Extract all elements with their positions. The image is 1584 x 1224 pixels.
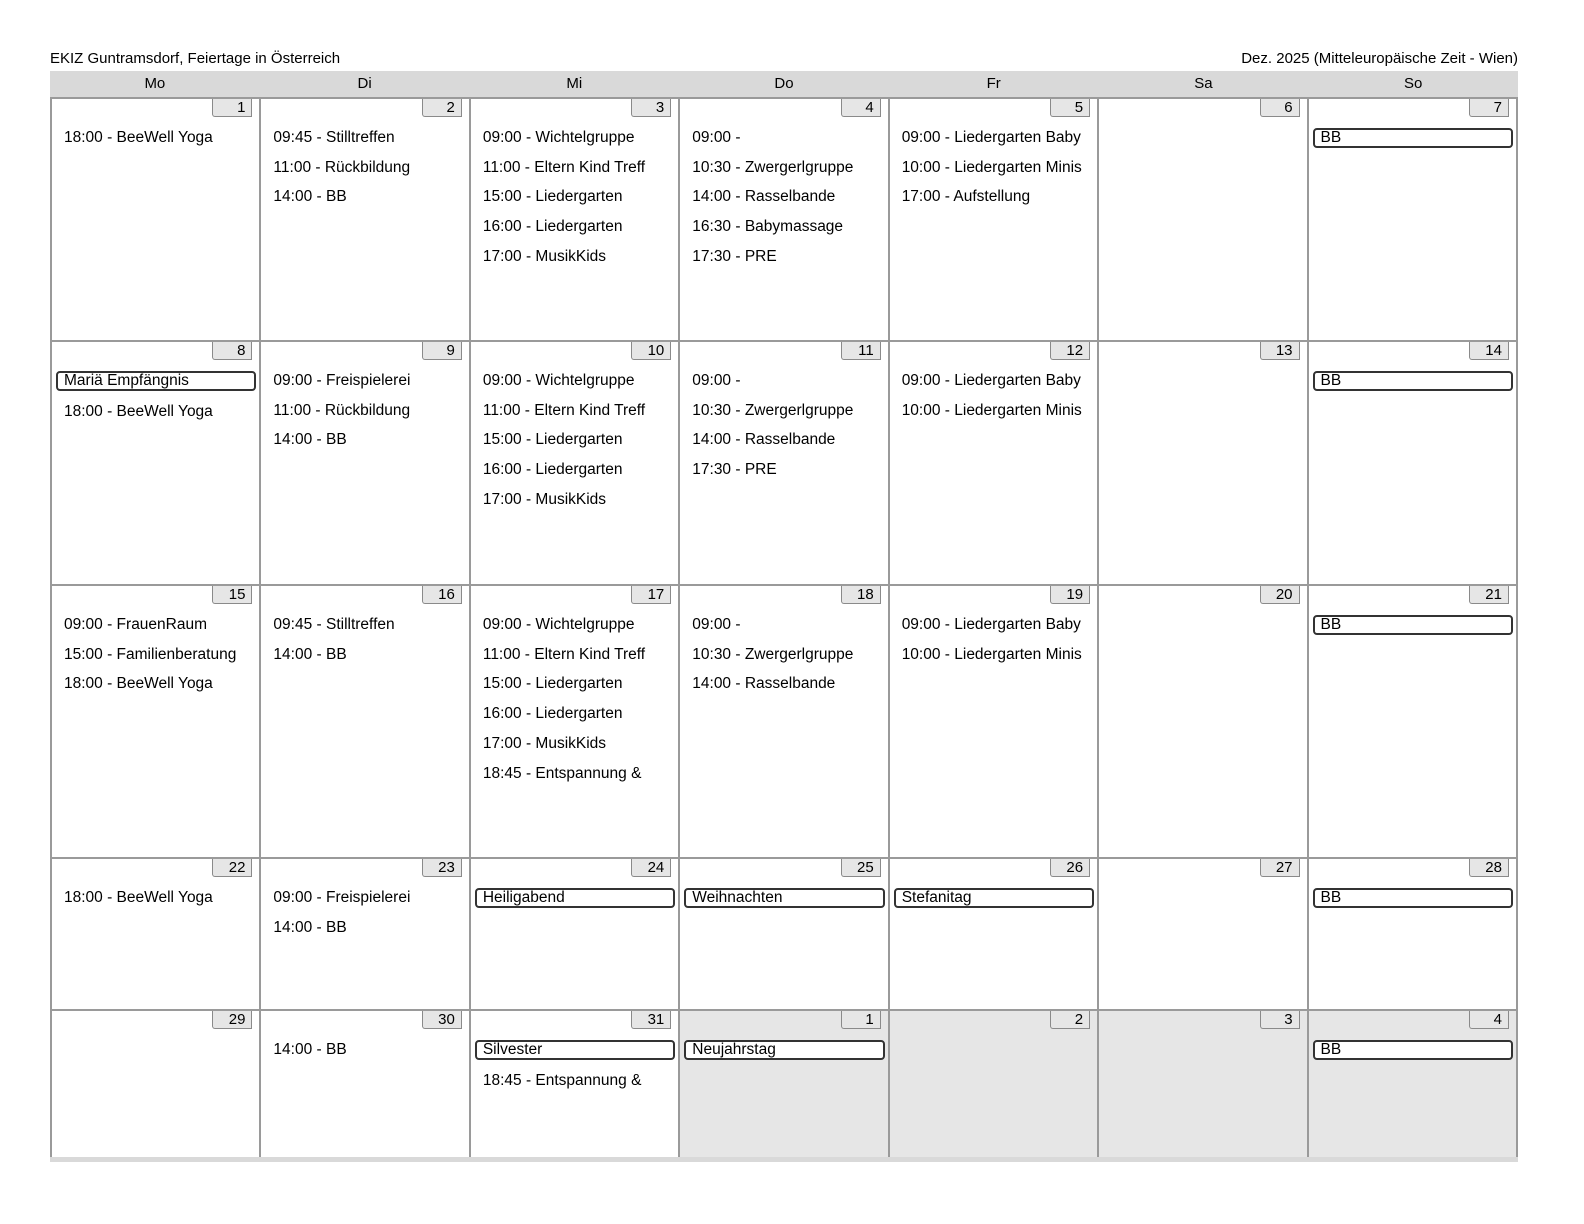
- all-day-event[interactable]: Mariä Empfängnis: [56, 371, 256, 391]
- day-number[interactable]: 11: [841, 342, 881, 360]
- day-number[interactable]: 23: [422, 859, 462, 877]
- day-number[interactable]: 26: [1050, 859, 1090, 877]
- timed-event[interactable]: 09:00 - Liedergarten Baby: [901, 129, 1081, 146]
- timed-event[interactable]: 15:00 - Liedergarten: [482, 188, 623, 206]
- event-list: [680, 366, 887, 485]
- timed-event[interactable]: 15:00 - Liedergarten: [482, 675, 623, 693]
- day-number[interactable]: 28: [1469, 859, 1509, 877]
- timed-event[interactable]: 09:00 -: [692, 372, 741, 389]
- timed-event[interactable]: 10:30 - Zwergerlgruppe: [692, 158, 854, 176]
- grid-bottom-bar: [50, 1157, 1518, 1162]
- day-cell[interactable]: [1097, 584, 1306, 857]
- timed-event[interactable]: 16:00 - Liedergarten: [482, 705, 623, 723]
- day-number[interactable]: 7: [1469, 99, 1509, 117]
- day-cell[interactable]: [469, 97, 678, 340]
- day-cell[interactable]: [888, 340, 1097, 584]
- all-day-event[interactable]: BB: [1313, 1040, 1513, 1060]
- timed-event[interactable]: 17:30 - PRE: [692, 247, 777, 265]
- day-cell[interactable]: [50, 857, 259, 1009]
- day-cell[interactable]: [1307, 97, 1518, 340]
- day-number[interactable]: 21: [1469, 586, 1509, 604]
- day-cell[interactable]: [1097, 857, 1306, 1009]
- week-row: [50, 857, 1518, 1009]
- timed-event[interactable]: 18:45 - Entspannung &: [482, 764, 642, 782]
- timed-event[interactable]: 11:00 - Eltern Kind Treff: [482, 158, 646, 176]
- day-number[interactable]: 4: [1469, 1011, 1509, 1029]
- timed-event[interactable]: 11:00 - Rückbildung: [273, 401, 411, 419]
- timed-event[interactable]: 11:00 - Eltern Kind Treff: [482, 645, 646, 663]
- day-cell[interactable]: [469, 1009, 678, 1161]
- event-list: [680, 883, 887, 914]
- day-number[interactable]: 30: [422, 1011, 462, 1029]
- day-cell[interactable]: [469, 584, 678, 857]
- day-cell[interactable]: [1307, 340, 1518, 584]
- all-day-event[interactable]: Silvester: [475, 1040, 675, 1060]
- timed-event[interactable]: 14:00 - Rasselbande: [692, 431, 836, 449]
- event-list: [890, 610, 1097, 669]
- day-cell[interactable]: [259, 584, 468, 857]
- event-list: [261, 1035, 468, 1065]
- day-number[interactable]: 5: [1050, 99, 1090, 117]
- event-list: [471, 123, 678, 272]
- timed-event[interactable]: 09:00 - FrauenRaum: [64, 616, 208, 633]
- timed-event[interactable]: 14:00 - BB: [273, 645, 347, 663]
- day-number[interactable]: 1: [212, 99, 252, 117]
- day-cell[interactable]: [50, 97, 259, 340]
- day-number[interactable]: 27: [1260, 859, 1300, 877]
- timed-event[interactable]: 15:00 - Familienberatung: [64, 645, 237, 663]
- month-grid: [50, 97, 1518, 1161]
- timed-event[interactable]: 14:00 - Rasselbande: [692, 675, 836, 693]
- day-number[interactable]: 8: [212, 342, 252, 360]
- all-day-event[interactable]: BB: [1313, 615, 1513, 635]
- timed-event[interactable]: 09:00 - Wichtelgruppe: [482, 129, 635, 146]
- all-day-event[interactable]: BB: [1313, 888, 1513, 908]
- day-number[interactable]: 25: [841, 859, 881, 877]
- weekday-do: Do: [774, 75, 794, 92]
- day-cell[interactable]: [888, 97, 1097, 340]
- event-list: [890, 123, 1097, 212]
- event-list: [261, 610, 468, 669]
- event-list: [1309, 883, 1516, 914]
- timed-event[interactable]: 09:00 - Freispielerei: [273, 372, 411, 389]
- weekday-fr: Fr: [986, 75, 1001, 92]
- timed-event[interactable]: 09:00 - Wichtelgruppe: [482, 616, 635, 633]
- timed-event[interactable]: 14:00 - BB: [273, 431, 347, 449]
- timed-event[interactable]: 10:30 - Zwergerlgruppe: [692, 401, 854, 419]
- day-cell[interactable]: [888, 584, 1097, 857]
- day-number[interactable]: 20: [1260, 586, 1300, 604]
- all-day-event[interactable]: Neujahrstag: [684, 1040, 884, 1060]
- day-number[interactable]: 3: [1260, 1011, 1300, 1029]
- timed-event[interactable]: 17:00 - MusikKids: [482, 490, 607, 508]
- day-cell[interactable]: [1307, 1009, 1518, 1161]
- day-cell[interactable]: [1097, 97, 1306, 340]
- day-number[interactable]: 13: [1260, 342, 1300, 360]
- event-list: [471, 610, 678, 788]
- timed-event[interactable]: 14:00 - BB: [273, 188, 347, 206]
- day-cell[interactable]: [50, 1009, 259, 1161]
- weekday-header: [50, 71, 1518, 97]
- day-cell[interactable]: [259, 340, 468, 584]
- timed-event[interactable]: 14:00 - BB: [273, 1041, 347, 1058]
- month-label: Dez. 2025 (Mitteleuropäische Zeit - Wien): [1241, 50, 1518, 67]
- day-number[interactable]: 18: [841, 586, 881, 604]
- day-cell[interactable]: [888, 857, 1097, 1009]
- timed-event[interactable]: 17:00 - MusikKids: [482, 734, 607, 752]
- timed-event[interactable]: 09:00 - Freispielerei: [273, 889, 411, 906]
- event-list: [1309, 1035, 1516, 1066]
- day-number[interactable]: 4: [841, 99, 881, 117]
- event-list: [52, 366, 259, 427]
- event-list: [890, 883, 1097, 914]
- event-list: [890, 366, 1097, 425]
- timed-event[interactable]: 09:00 - Liedergarten Baby: [901, 372, 1081, 389]
- day-number[interactable]: 31: [631, 1011, 671, 1029]
- timed-event[interactable]: 11:00 - Eltern Kind Treff: [482, 401, 646, 419]
- day-cell[interactable]: [50, 584, 259, 857]
- event-list: [680, 610, 887, 699]
- timed-event[interactable]: 09:45 - Stilltreffen: [273, 129, 395, 146]
- day-number[interactable]: 22: [212, 859, 252, 877]
- day-cell[interactable]: [678, 857, 887, 1009]
- day-cell[interactable]: [469, 340, 678, 584]
- day-cell[interactable]: [678, 97, 887, 340]
- week-row: [50, 584, 1518, 857]
- weekday-mi: Mi: [566, 75, 583, 92]
- day-number[interactable]: 2: [1050, 1011, 1090, 1029]
- event-list: [1309, 366, 1516, 397]
- event-list: [261, 883, 468, 942]
- timed-event[interactable]: 10:00 - Liedergarten Minis: [901, 158, 1082, 176]
- event-list: [261, 123, 468, 212]
- event-list: [1309, 610, 1516, 641]
- weekday-mo: Mo: [144, 75, 166, 92]
- timed-event[interactable]: 18:45 - Entspannung &: [482, 1072, 642, 1089]
- day-cell[interactable]: [1307, 857, 1518, 1009]
- day-cell[interactable]: [469, 857, 678, 1009]
- week-row: [50, 340, 1518, 584]
- event-list: [261, 366, 468, 455]
- day-cell[interactable]: [678, 340, 887, 584]
- timed-event[interactable]: 14:00 - Rasselbande: [692, 188, 836, 206]
- timed-event[interactable]: 18:00 - BeeWell Yoga: [64, 129, 213, 146]
- timed-event[interactable]: 09:45 - Stilltreffen: [273, 616, 395, 633]
- day-cell[interactable]: [259, 857, 468, 1009]
- timed-event[interactable]: 11:00 - Rückbildung: [273, 158, 411, 176]
- day-number[interactable]: 14: [1469, 342, 1509, 360]
- timed-event[interactable]: 18:00 - BeeWell Yoga: [64, 889, 213, 906]
- day-number[interactable]: 3: [631, 99, 671, 117]
- day-number[interactable]: 19: [1050, 586, 1090, 604]
- timed-event[interactable]: 09:00 - Liedergarten Baby: [901, 616, 1081, 633]
- all-day-event[interactable]: BB: [1313, 128, 1513, 148]
- timed-event[interactable]: 09:00 - Wichtelgruppe: [482, 372, 635, 389]
- calendar-title: EKIZ Guntramsdorf, Feiertage in Österreich: [50, 50, 341, 67]
- event-list: [471, 366, 678, 515]
- timed-event[interactable]: 17:00 - Aufstellung: [901, 188, 1031, 206]
- day-cell[interactable]: [1307, 584, 1518, 857]
- day-cell[interactable]: [678, 1009, 887, 1161]
- week-row: [50, 97, 1518, 340]
- day-number[interactable]: 6: [1260, 99, 1300, 117]
- event-list: [471, 1035, 678, 1096]
- weekday-di: Di: [357, 75, 372, 92]
- event-list: [680, 123, 887, 272]
- day-cell[interactable]: [1097, 340, 1306, 584]
- all-day-event[interactable]: Heiligabend: [475, 888, 675, 908]
- timed-event[interactable]: 14:00 - BB: [273, 918, 347, 936]
- event-list: [52, 883, 259, 913]
- all-day-event[interactable]: BB: [1313, 371, 1513, 391]
- day-number[interactable]: 17: [631, 586, 671, 604]
- all-day-event[interactable]: Stefanitag: [894, 888, 1094, 908]
- event-list: [1309, 123, 1516, 154]
- day-cell[interactable]: [888, 1009, 1097, 1161]
- day-number[interactable]: 9: [422, 342, 462, 360]
- day-cell[interactable]: [1097, 1009, 1306, 1161]
- all-day-event[interactable]: Weihnachten: [684, 888, 884, 908]
- day-number[interactable]: 15: [212, 586, 252, 604]
- timed-event[interactable]: 09:00 -: [692, 129, 741, 146]
- day-cell[interactable]: [50, 340, 259, 584]
- day-number[interactable]: 10: [631, 342, 671, 360]
- timed-event[interactable]: 09:00 -: [692, 616, 741, 633]
- day-number[interactable]: 29: [212, 1011, 252, 1029]
- timed-event[interactable]: 16:00 - Liedergarten: [482, 218, 623, 236]
- day-cell[interactable]: [259, 97, 468, 340]
- day-number[interactable]: 12: [1050, 342, 1090, 360]
- timed-event[interactable]: 17:00 - MusikKids: [482, 247, 607, 265]
- timed-event[interactable]: 16:00 - Liedergarten: [482, 461, 623, 479]
- event-list: [680, 1035, 887, 1066]
- timed-event[interactable]: 15:00 - Liedergarten: [482, 431, 623, 449]
- day-cell[interactable]: [678, 584, 887, 857]
- day-number[interactable]: 16: [422, 586, 462, 604]
- timed-event[interactable]: 10:30 - Zwergerlgruppe: [692, 645, 854, 663]
- weekday-so: So: [1403, 75, 1423, 92]
- timed-event[interactable]: 16:30 - Babymassage: [692, 218, 844, 236]
- week-row: [50, 1009, 1518, 1161]
- timed-event[interactable]: 17:30 - PRE: [692, 461, 777, 479]
- event-list: [471, 883, 678, 914]
- event-list: [52, 123, 259, 153]
- event-list: [52, 610, 259, 699]
- day-cell[interactable]: [259, 1009, 468, 1161]
- day-number[interactable]: 2: [422, 99, 462, 117]
- timed-event[interactable]: 10:00 - Liedergarten Minis: [901, 401, 1082, 419]
- weekday-sa: Sa: [1194, 75, 1213, 92]
- day-number[interactable]: 1: [841, 1011, 881, 1029]
- timed-event[interactable]: 10:00 - Liedergarten Minis: [901, 645, 1082, 663]
- timed-event[interactable]: 18:00 - BeeWell Yoga: [64, 403, 213, 420]
- day-number[interactable]: 24: [631, 859, 671, 877]
- timed-event[interactable]: 18:00 - BeeWell Yoga: [64, 675, 213, 693]
